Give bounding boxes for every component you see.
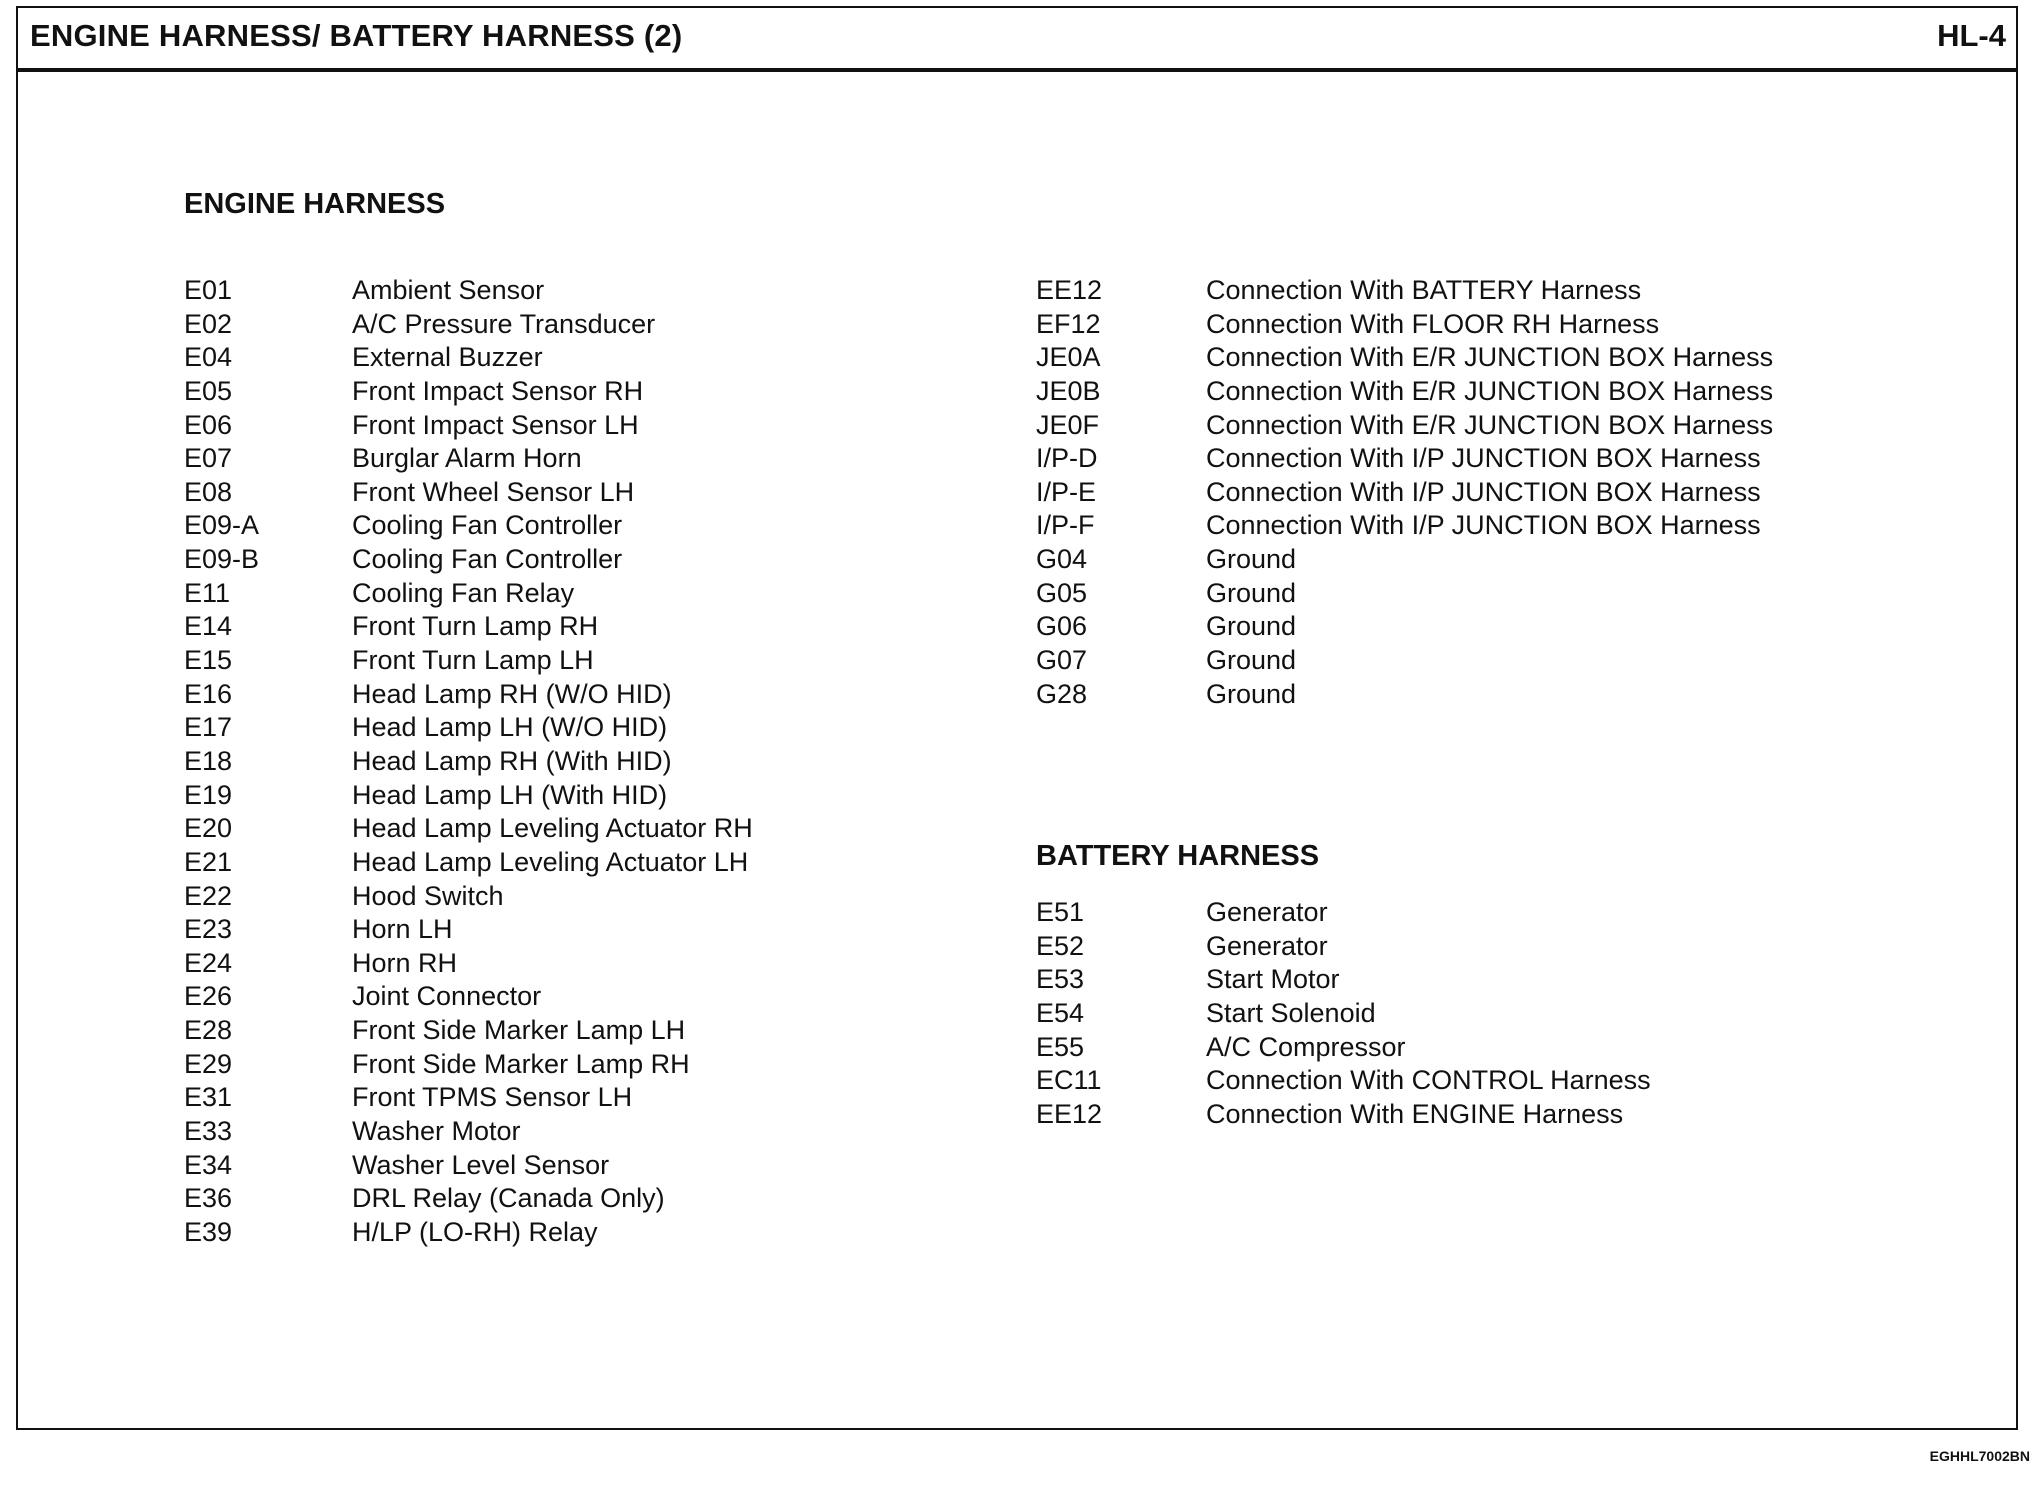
connector-description: Connection With FLOOR RH Harness bbox=[1206, 308, 1660, 339]
connector-description: Hood Switch bbox=[352, 880, 504, 911]
connector-code: G06 bbox=[1036, 611, 1088, 642]
connector-code: EE12 bbox=[1036, 275, 1103, 305]
connector-code: G04 bbox=[1036, 544, 1088, 575]
connector-description: Joint Connector bbox=[352, 981, 542, 1012]
connector-code: E51 bbox=[1036, 897, 1085, 927]
connector-description: Front TPMS Sensor LH bbox=[352, 1082, 633, 1113]
connector-code: E39 bbox=[184, 1216, 233, 1247]
connector-code: E26 bbox=[184, 981, 233, 1012]
connector-code: EE12 bbox=[1036, 1098, 1103, 1129]
connector-code: JE0A bbox=[1036, 342, 1101, 373]
connector-row bbox=[1036, 931, 1996, 965]
connector-description: Head Lamp RH (W/O HID) bbox=[352, 678, 672, 709]
connector-description: Start Motor bbox=[1206, 964, 1340, 995]
connector-row bbox=[184, 544, 944, 578]
connector-code: E15 bbox=[184, 645, 233, 676]
connector-description: Generator bbox=[1206, 930, 1328, 961]
connector-code: E31 bbox=[184, 1082, 233, 1113]
connector-description: Connection With E/R JUNCTION BOX Harness bbox=[1206, 342, 1774, 373]
connector-code: E06 bbox=[184, 409, 233, 440]
connector-description: Connection With BATTERY Harness bbox=[1206, 275, 1642, 305]
connector-row bbox=[1036, 342, 1996, 376]
connector-row bbox=[184, 376, 944, 410]
connector-description: Burglar Alarm Horn bbox=[352, 443, 582, 474]
connector-row bbox=[1036, 275, 1996, 309]
connector-row bbox=[1036, 998, 1996, 1032]
connector-code: E53 bbox=[1036, 964, 1085, 995]
connector-code: I/P-E bbox=[1036, 476, 1097, 507]
connector-row bbox=[184, 914, 944, 948]
connector-code: E04 bbox=[184, 342, 233, 373]
connector-code: E02 bbox=[184, 308, 233, 339]
connector-description: Front Impact Sensor RH bbox=[352, 375, 644, 406]
connector-row bbox=[184, 1217, 944, 1251]
connector-row bbox=[184, 981, 944, 1015]
page-id: HL-4 bbox=[1937, 18, 2006, 53]
connector-description: Generator bbox=[1206, 897, 1328, 927]
connector-row bbox=[1036, 1099, 1996, 1133]
connector-row bbox=[184, 1015, 944, 1049]
connector-code: E16 bbox=[184, 678, 233, 709]
connector-row bbox=[184, 1183, 944, 1217]
connector-description: Head Lamp LH (W/O HID) bbox=[352, 712, 668, 743]
page-title: ENGINE HARNESS/ BATTERY HARNESS (2) bbox=[30, 18, 683, 53]
connector-row bbox=[184, 510, 944, 544]
connector-code: E24 bbox=[184, 947, 233, 978]
connector-code: E21 bbox=[184, 846, 233, 877]
connector-description: Head Lamp Leveling Actuator LH bbox=[352, 846, 749, 877]
connector-row bbox=[1036, 964, 1996, 998]
connector-code: E34 bbox=[184, 1149, 233, 1180]
connector-description: Cooling Fan Relay bbox=[352, 577, 575, 608]
connector-row bbox=[184, 1150, 944, 1184]
engine-harness-heading: ENGINE HARNESS bbox=[184, 188, 446, 220]
connector-code: E11 bbox=[184, 577, 231, 608]
connector-description: External Buzzer bbox=[352, 342, 543, 373]
connector-code: E05 bbox=[184, 375, 233, 406]
connector-row bbox=[1036, 544, 1996, 578]
connector-code: JE0F bbox=[1036, 409, 1100, 440]
connector-row bbox=[184, 477, 944, 511]
connector-row bbox=[184, 948, 944, 982]
connector-description: Connection With I/P JUNCTION BOX Harness bbox=[1206, 443, 1761, 474]
connector-description: Front Turn Lamp RH bbox=[352, 611, 599, 642]
connector-code: E54 bbox=[1036, 997, 1085, 1028]
connector-row bbox=[184, 881, 944, 915]
connector-row bbox=[1036, 510, 1996, 544]
connector-row bbox=[184, 813, 944, 847]
engine-harness-list-left bbox=[184, 275, 944, 1251]
connector-row bbox=[184, 1116, 944, 1150]
connector-row bbox=[184, 1082, 944, 1116]
connector-description: Front Impact Sensor LH bbox=[352, 409, 639, 440]
connector-description: Front Side Marker Lamp LH bbox=[352, 1015, 686, 1046]
connector-row bbox=[1036, 376, 1996, 410]
connector-code: E28 bbox=[184, 1015, 233, 1046]
connector-description: Head Lamp LH (With HID) bbox=[352, 779, 668, 810]
connector-description: Cooling Fan Controller bbox=[352, 510, 623, 541]
connector-description: Cooling Fan Controller bbox=[352, 544, 623, 575]
connector-description: Front Side Marker Lamp RH bbox=[352, 1048, 690, 1079]
connector-row bbox=[1036, 410, 1996, 444]
connector-code: E09-B bbox=[184, 544, 260, 575]
connector-code: E29 bbox=[184, 1048, 233, 1079]
connector-code: E01 bbox=[184, 275, 233, 305]
connector-description: Front Turn Lamp LH bbox=[352, 645, 594, 676]
connector-code: I/P-F bbox=[1036, 510, 1095, 541]
connector-description: Washer Level Sensor bbox=[352, 1149, 610, 1180]
connector-description: Ground bbox=[1206, 645, 1297, 676]
connector-code: E09-A bbox=[184, 510, 260, 541]
connector-row bbox=[184, 746, 944, 780]
connector-code: E07 bbox=[184, 443, 233, 474]
connector-description: Ground bbox=[1206, 678, 1297, 709]
connector-row bbox=[184, 847, 944, 881]
connector-row bbox=[1036, 679, 1996, 713]
connector-description: Ambient Sensor bbox=[352, 275, 545, 305]
connector-description: Connection With CONTROL Harness bbox=[1206, 1065, 1651, 1096]
connector-row bbox=[184, 712, 944, 746]
connector-row bbox=[184, 1049, 944, 1083]
connector-description: DRL Relay (Canada Only) bbox=[352, 1183, 665, 1214]
connector-row bbox=[184, 443, 944, 477]
connector-code: G28 bbox=[1036, 678, 1088, 709]
connector-code: E23 bbox=[184, 914, 233, 945]
connector-row bbox=[184, 309, 944, 343]
header-rule bbox=[18, 68, 2016, 72]
connector-row bbox=[1036, 578, 1996, 612]
connector-description: Connection With I/P JUNCTION BOX Harness bbox=[1206, 476, 1761, 507]
connector-description: Ground bbox=[1206, 544, 1297, 575]
connector-description: Horn LH bbox=[352, 914, 453, 945]
connector-code: E52 bbox=[1036, 930, 1085, 961]
connector-row bbox=[1036, 611, 1996, 645]
connector-code: E08 bbox=[184, 476, 233, 507]
connector-row bbox=[1036, 897, 1996, 931]
connector-row bbox=[184, 780, 944, 814]
connector-description: A/C Pressure Transducer bbox=[352, 308, 656, 339]
connector-code: I/P-D bbox=[1036, 443, 1098, 474]
connector-row bbox=[184, 275, 944, 309]
battery-harness-list bbox=[1036, 897, 1996, 1132]
document-code: EGHHL7002BN bbox=[1929, 1448, 2030, 1464]
connector-row bbox=[184, 342, 944, 376]
connector-code: E22 bbox=[184, 880, 233, 911]
connector-description: Connection With ENGINE Harness bbox=[1206, 1098, 1624, 1129]
connector-description: H/LP (LO-RH) Relay bbox=[352, 1216, 598, 1247]
battery-harness-heading: BATTERY HARNESS bbox=[1036, 840, 1320, 872]
connector-row bbox=[184, 645, 944, 679]
connector-code: E19 bbox=[184, 779, 233, 810]
connector-description: Connection With E/R JUNCTION BOX Harness bbox=[1206, 375, 1774, 406]
connector-description: Washer Motor bbox=[352, 1116, 521, 1147]
connector-description: A/C Compressor bbox=[1206, 1031, 1406, 1062]
page-frame bbox=[16, 6, 2018, 1430]
connector-row bbox=[1036, 309, 1996, 343]
connector-row bbox=[184, 679, 944, 713]
connector-description: Horn RH bbox=[352, 947, 458, 978]
connector-code: E14 bbox=[184, 611, 233, 642]
connector-code: G05 bbox=[1036, 577, 1088, 608]
connector-code: EF12 bbox=[1036, 308, 1101, 339]
connector-row bbox=[184, 578, 944, 612]
connector-description: Ground bbox=[1206, 611, 1297, 642]
connector-code: E17 bbox=[184, 712, 233, 743]
connector-description: Connection With E/R JUNCTION BOX Harness bbox=[1206, 409, 1774, 440]
connector-code: E36 bbox=[184, 1183, 233, 1214]
engine-harness-list-right bbox=[1036, 275, 1996, 712]
connector-row bbox=[1036, 645, 1996, 679]
connector-row bbox=[1036, 443, 1996, 477]
connector-code: E20 bbox=[184, 813, 233, 844]
connector-code: JE0B bbox=[1036, 375, 1101, 406]
connector-row bbox=[184, 410, 944, 444]
connector-description: Head Lamp Leveling Actuator RH bbox=[352, 813, 753, 844]
connector-description: Head Lamp RH (With HID) bbox=[352, 745, 672, 776]
connector-description: Start Solenoid bbox=[1206, 997, 1376, 1028]
connector-code: E33 bbox=[184, 1116, 233, 1147]
connector-description: Connection With I/P JUNCTION BOX Harness bbox=[1206, 510, 1761, 541]
connector-code: EC11 bbox=[1036, 1065, 1102, 1096]
connector-description: Ground bbox=[1206, 577, 1297, 608]
connector-row bbox=[1036, 477, 1996, 511]
connector-row bbox=[1036, 1065, 1996, 1099]
connector-code: G07 bbox=[1036, 645, 1088, 676]
connector-code: E18 bbox=[184, 745, 233, 776]
connector-row bbox=[184, 611, 944, 645]
connector-description: Front Wheel Sensor LH bbox=[352, 476, 635, 507]
connector-code: E55 bbox=[1036, 1031, 1085, 1062]
connector-row bbox=[1036, 1032, 1996, 1066]
